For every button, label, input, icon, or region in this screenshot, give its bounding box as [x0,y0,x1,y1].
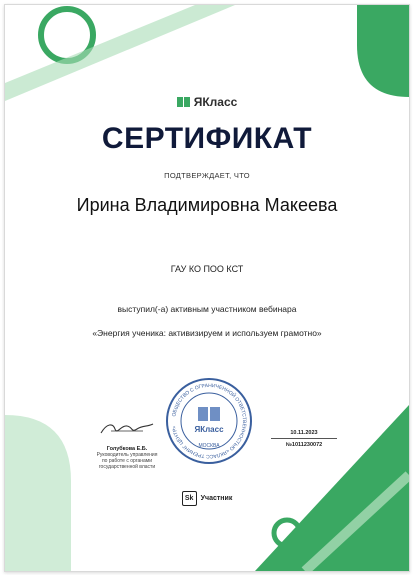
organization-name: ГАУ КО ПОО КСТ [170,264,244,274]
book-logo-icon [177,97,190,107]
signatory-role-3: государственной власти [98,464,156,470]
certificate-number: №1011230072 [285,442,323,448]
brand-logo [5,95,409,109]
participant-badge [5,491,409,506]
seal-center-text: ЯКласс [194,425,224,434]
seal-city-text: МОСКВА [198,443,220,449]
official-seal [165,377,253,465]
brand-name: ЯКласс [193,95,238,109]
certificate-title: СЕРТИФИКАТ [101,122,313,155]
handwritten-signature [97,417,157,439]
deco-blob-top-right [357,5,409,97]
recipient-name: Ирина Владимировна Макеева [76,195,338,215]
decorative-background [5,5,409,571]
issue-info [271,430,337,448]
sk-logo-icon: Sk [182,491,197,506]
seal-outer-text: ОБЩЕСТВО С ОГРАНИЧЕННОЙ ОТВЕТСТВЕННОСТЬЮ «ЯКЛАСС ТРЕНИНГ ЦЕНТР» [171,382,248,460]
webinar-title: «Энергия ученика: активизируем и используем грамотно» [92,328,322,338]
signatory-name: Голубкова Е.Б. [106,446,148,452]
signatory-role-1: Руководитель управления [96,452,158,458]
signature-block [77,417,177,470]
certificate-subtitle: ПОДТВЕРЖДАЕТ, ЧТО [164,171,250,180]
certificate-page [4,4,410,572]
seal-book-left [198,407,208,421]
signatory-role-2: по работе с органами [101,458,153,464]
seal-book-right [210,407,220,421]
participation-statement: выступил(-а) активным участником вебинара [117,304,297,314]
issue-date: 10.11.2023 [271,430,337,439]
participant-label: Участник [200,495,233,502]
deco-band-top [5,5,235,101]
